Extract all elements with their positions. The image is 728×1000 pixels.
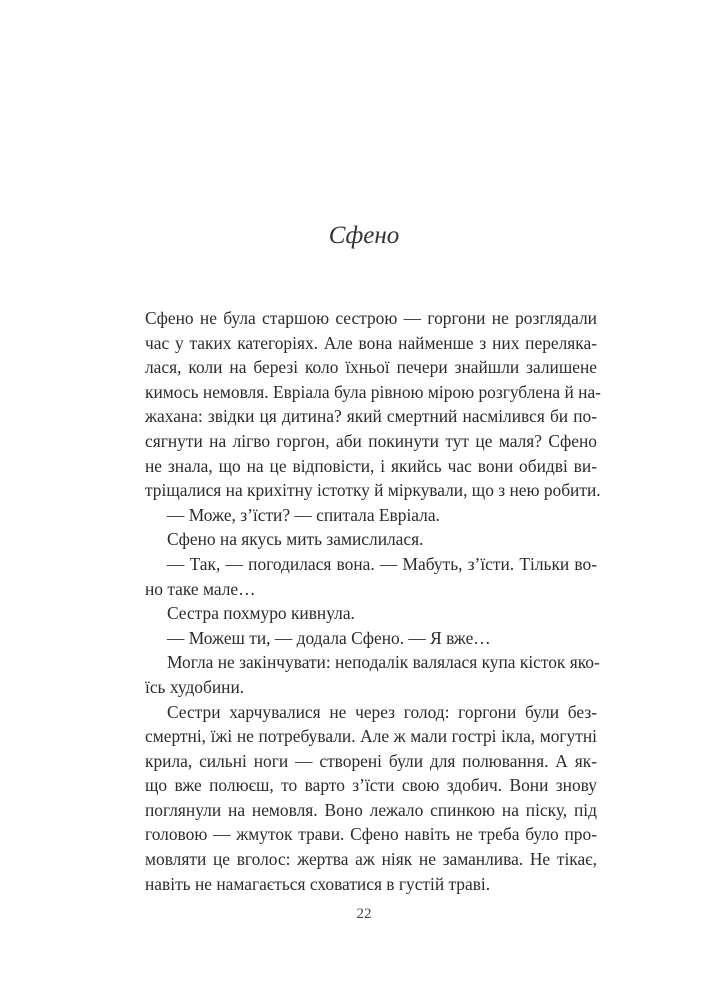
text-line: навіть не намагається сховатися в густій траві. [145,873,491,894]
text-line: Могла не закінчувати: неподалік валялася купа кісток яко- [167,652,600,673]
text-line: Сфено не була старшою сестрою — горгони не розглядали [145,308,597,328]
text-line: Сестри харчувалися не через голод: горгони були без- [167,701,597,722]
text-line: поглянули на немовля. Воно лежало спинкою на піску, під [145,799,597,820]
text-line: головою — жмуток трави. Сфено навіть не треба було про- [145,824,597,845]
text-line: смертні, їжі не потребували. Але ж мали гострі ікла, могутні [145,726,597,747]
body-text [145,306,601,896]
text-line: — Можеш ти, — додала Сфено. — Я вже… [167,627,491,648]
text-line: Сфено на якусь мить замислилася. [167,529,424,550]
text-line: лася, коли на березі коло їхньої печери знайшли залишене [145,357,597,378]
text-line: жахана: звідки ця дитина? який смертний насмілився би по- [145,406,597,427]
chapter-title: Сфено [328,222,400,249]
text-line: кимось немовля. Евріала була рівною мірою розгублена й на- [145,381,601,402]
text-line: Сестра похмуро кивнула. [167,603,355,624]
page-number: 22 [356,906,372,922]
text-line: їсь худобини. [145,676,245,697]
text-line: — Може, з’їсти? — спитала Евріала. [167,504,440,525]
text-line: — Так, — погодилася вона. — Мабуть, з’їсти. Тільки во- [167,553,597,574]
text-line: крила, сильні ноги — створені були для полювання. А як- [145,750,597,771]
text-line: час у таких категоріях. Але вона найменше з них переляка- [145,332,597,353]
text-line: мовляти це вголос: жертва аж ніяк не заманлива. Не тікає, [145,849,597,870]
text-line: що вже полюєш, то варто з’їсти свою здобич. Вони знову [145,775,597,796]
text-line: не знала, що на це відповісти, і якийсь час вони обидві ви- [145,455,597,476]
text-line: тріщалися на крихітну істотку й міркували, що з нею робити. [145,480,601,501]
text-line: но таке мале… [145,578,256,599]
text-line: сягнути на лігво горгон, аби покинути тут це маля? Сфено [145,430,597,451]
